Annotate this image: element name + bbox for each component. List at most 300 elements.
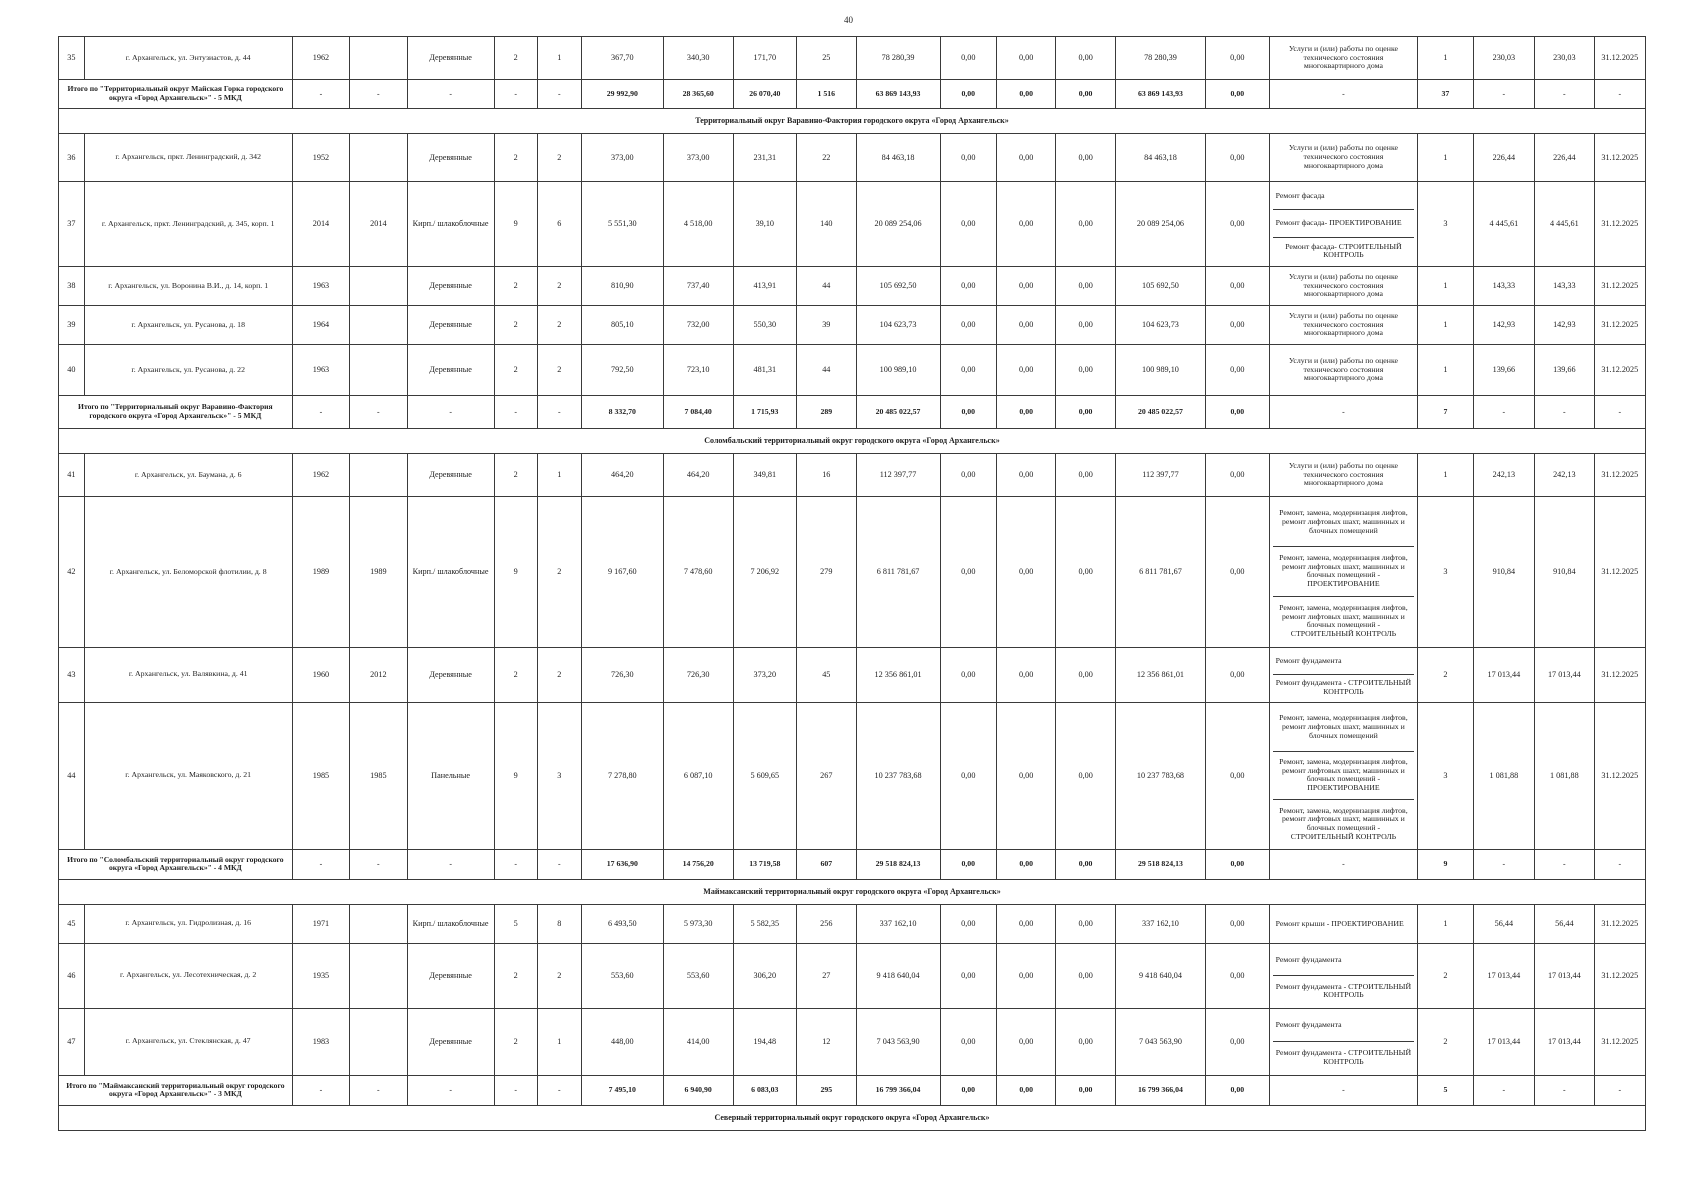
unit-cost-max: 226,44 (1535, 134, 1594, 182)
total-regional-funds: 0,00 (996, 80, 1055, 109)
floors-count: 2 (494, 37, 537, 80)
works-list (1269, 453, 1418, 496)
entrances-count: 1 (537, 453, 581, 496)
total-label: Итого по "Территориальный округ Варавино-Фактория городского округа «Город Архангельск»" - 5 МКД (59, 395, 293, 428)
floors-count: 2 (494, 943, 537, 1008)
unit-cost-max: 242,13 (1535, 453, 1594, 496)
works-count: 1 (1418, 266, 1473, 305)
total-dash: - (1594, 395, 1645, 428)
total-total-cost: 16 799 366,04 (856, 1075, 940, 1105)
completion-date: 31.12.2025 (1594, 305, 1645, 344)
federal-funds: 0,00 (940, 453, 996, 496)
area-total: 367,70 (581, 37, 663, 80)
area-total: 792,50 (581, 344, 663, 395)
residents-count: 39 (797, 305, 856, 344)
year-built: 1935 (292, 943, 349, 1008)
total-area-total: 8 332,70 (581, 395, 663, 428)
total-dash: - (1269, 1075, 1418, 1105)
total-dash: - (1535, 80, 1594, 109)
works-list (1269, 182, 1418, 267)
works-count: 1 (1418, 134, 1473, 182)
total-cost: 10 237 783,68 (856, 702, 940, 849)
district-header-row (59, 428, 1646, 453)
table-row (59, 943, 1646, 1008)
house-address: г. Архангельск, ул. Стеклянская, д. 47 (84, 1008, 292, 1075)
floors-count: 9 (494, 496, 537, 647)
total-dash: - (1594, 849, 1645, 879)
local-funds: 0,00 (1056, 182, 1115, 267)
total-dash: - (537, 849, 581, 879)
other-funds: 0,00 (1206, 182, 1270, 267)
completion-date: 31.12.2025 (1594, 943, 1645, 1008)
wall-material: Панельные (407, 702, 494, 849)
total-dash: - (1535, 849, 1594, 879)
local-funds: 0,00 (1056, 266, 1115, 305)
table-row (59, 496, 1646, 647)
completion-date: 31.12.2025 (1594, 134, 1645, 182)
area-total: 7 278,80 (581, 702, 663, 849)
residents-count: 16 (797, 453, 856, 496)
works-list (1269, 344, 1418, 395)
completion-date: 31.12.2025 (1594, 344, 1645, 395)
federal-funds: 0,00 (940, 305, 996, 344)
floors-count: 2 (494, 647, 537, 702)
total-area-total: 7 495,10 (581, 1075, 663, 1105)
entrances-count: 2 (537, 344, 581, 395)
row-number: 35 (59, 37, 85, 80)
year-last-repair (350, 344, 407, 395)
residents-count: 25 (797, 37, 856, 80)
works-count: 3 (1418, 702, 1473, 849)
residents-count: 22 (797, 134, 856, 182)
total-local-funds: 0,00 (1056, 849, 1115, 879)
total-cost: 105 692,50 (856, 266, 940, 305)
house-address: г. Архангельск, пркт. Ленинградский, д. 342 (84, 134, 292, 182)
total-dash: - (1473, 849, 1535, 879)
completion-date: 31.12.2025 (1594, 904, 1645, 943)
house-address: г. Архангельск, ул. Русанова, д. 22 (84, 344, 292, 395)
work-item: Ремонт, замена, модернизация лифтов, ремонт лифтовых шахт, машинных и блочных помещений - СТРОИТЕЛЬНЫЙ КОНТРОЛЬ (1279, 805, 1408, 841)
row-number: 45 (59, 904, 85, 943)
entrances-count: 3 (537, 702, 581, 849)
federal-funds: 0,00 (940, 904, 996, 943)
other-funds: 0,00 (1206, 37, 1270, 80)
regional-funds: 0,00 (996, 344, 1055, 395)
area-premises: 7 478,60 (663, 496, 733, 647)
federal-funds: 0,00 (940, 134, 996, 182)
row-number: 39 (59, 305, 85, 344)
area-residential: 5 582,35 (733, 904, 797, 943)
row-number: 38 (59, 266, 85, 305)
area-residential: 39,10 (733, 182, 797, 267)
house-address: г. Архангельск, ул. Беломорской флотилии, д. 8 (84, 496, 292, 647)
total-dash: - (407, 395, 494, 428)
work-item: Ремонт фасада (1273, 183, 1415, 210)
total-dash: - (350, 395, 407, 428)
total-area-residential: 6 083,03 (733, 1075, 797, 1105)
wall-material: Кирп./ шлакоблочные (407, 496, 494, 647)
district-title: Соломбальский территориальный округ городского округа «Город Архангельск» (59, 428, 1646, 453)
regional-funds: 0,00 (996, 943, 1055, 1008)
area-premises: 4 518,00 (663, 182, 733, 267)
house-address: г. Архангельск, пркт. Ленинградский, д. 345, корп. 1 (84, 182, 292, 267)
total-works-count: 5 (1418, 1075, 1473, 1105)
area-premises: 732,00 (663, 305, 733, 344)
regional-funds: 0,00 (996, 37, 1055, 80)
total-dash: - (292, 849, 349, 879)
unit-cost: 230,03 (1473, 37, 1535, 80)
local-funds: 0,00 (1056, 305, 1115, 344)
district-title: Территориальный округ Варавино-Фактория городского округа «Город Архангельск» (59, 109, 1646, 134)
work-item: Услуги и (или) работы по оценке технического состояния многоквартирного дома (1288, 355, 1398, 383)
federal-funds: 0,00 (940, 496, 996, 647)
row-number: 44 (59, 702, 85, 849)
area-total: 553,60 (581, 943, 663, 1008)
house-address: г. Архангельск, ул. Энтузиастов, д. 44 (84, 37, 292, 80)
year-last-repair: 2014 (350, 182, 407, 267)
completion-date: 31.12.2025 (1594, 647, 1645, 702)
area-residential: 171,70 (733, 37, 797, 80)
total-works-count: 37 (1418, 80, 1473, 109)
residents-count: 267 (797, 702, 856, 849)
area-premises: 5 973,30 (663, 904, 733, 943)
year-last-repair (350, 37, 407, 80)
other-funds: 0,00 (1206, 702, 1270, 849)
year-last-repair: 2012 (350, 647, 407, 702)
completion-date: 31.12.2025 (1594, 702, 1645, 849)
owners-funds: 84 463,18 (1115, 134, 1205, 182)
wall-material: Кирп./ шлакоблочные (407, 904, 494, 943)
area-premises: 723,10 (663, 344, 733, 395)
regional-funds: 0,00 (996, 182, 1055, 267)
federal-funds: 0,00 (940, 1008, 996, 1075)
area-residential: 349,81 (733, 453, 797, 496)
year-built: 1985 (292, 702, 349, 849)
work-item: Ремонт фасада- ПРОЕКТИРОВАНИЕ (1273, 210, 1415, 237)
total-cost: 6 811 781,67 (856, 496, 940, 647)
regional-funds: 0,00 (996, 453, 1055, 496)
work-item: Услуги и (или) работы по оценке технического состояния многоквартирного дома (1288, 460, 1398, 488)
district-title: Северный территориальный округ городского округа «Город Архангельск» (59, 1105, 1646, 1130)
unit-cost-max: 142,93 (1535, 305, 1594, 344)
page-number: 40 (844, 15, 853, 25)
house-address: г. Архангельск, ул. Воронина В.И., д. 14, корп. 1 (84, 266, 292, 305)
area-total: 726,30 (581, 647, 663, 702)
floors-count: 2 (494, 1008, 537, 1075)
federal-funds: 0,00 (940, 182, 996, 267)
area-residential: 306,20 (733, 943, 797, 1008)
works-list (1269, 702, 1418, 849)
wall-material: Деревянные (407, 1008, 494, 1075)
total-area-total: 17 636,90 (581, 849, 663, 879)
table-row (59, 134, 1646, 182)
total-area-total: 29 992,90 (581, 80, 663, 109)
works-list (1269, 647, 1418, 702)
total-federal-funds: 0,00 (940, 395, 996, 428)
work-item: Услуги и (или) работы по оценке технического состояния многоквартирного дома (1288, 271, 1398, 299)
unit-cost-max: 230,03 (1535, 37, 1594, 80)
year-last-repair (350, 134, 407, 182)
total-other-funds: 0,00 (1206, 1075, 1270, 1105)
entrances-count: 2 (537, 647, 581, 702)
works-count: 1 (1418, 305, 1473, 344)
total-local-funds: 0,00 (1056, 80, 1115, 109)
residents-count: 45 (797, 647, 856, 702)
area-total: 464,20 (581, 453, 663, 496)
floors-count: 2 (494, 305, 537, 344)
regional-funds: 0,00 (996, 305, 1055, 344)
house-address: г. Архангельск, ул. Русанова, д. 18 (84, 305, 292, 344)
total-cost: 84 463,18 (856, 134, 940, 182)
works-count: 3 (1418, 496, 1473, 647)
area-total: 805,10 (581, 305, 663, 344)
floors-count: 5 (494, 904, 537, 943)
residents-count: 44 (797, 266, 856, 305)
work-item: Ремонт фундамента (1273, 1010, 1415, 1042)
total-cost: 20 089 254,06 (856, 182, 940, 267)
area-premises: 414,00 (663, 1008, 733, 1075)
unit-cost: 242,13 (1473, 453, 1535, 496)
area-premises: 553,60 (663, 943, 733, 1008)
work-item: Ремонт фасада- СТРОИТЕЛЬНЫЙ КОНТРОЛЬ (1285, 241, 1402, 260)
work-item: Ремонт, замена, модернизация лифтов, ремонт лифтовых шахт, машинных и блочных помещений - ПРОЕКТИРОВАНИЕ (1273, 547, 1415, 596)
completion-date: 31.12.2025 (1594, 266, 1645, 305)
local-funds: 0,00 (1056, 943, 1115, 1008)
total-cost: 112 397,77 (856, 453, 940, 496)
total-residents-count: 1 516 (797, 80, 856, 109)
works-list (1269, 37, 1418, 80)
year-last-repair: 1985 (350, 702, 407, 849)
repair-program-table (58, 36, 1646, 1131)
unit-cost: 56,44 (1473, 904, 1535, 943)
unit-cost: 226,44 (1473, 134, 1535, 182)
table-row (59, 266, 1646, 305)
year-last-repair (350, 305, 407, 344)
total-dash: - (407, 849, 494, 879)
owners-funds: 78 280,39 (1115, 37, 1205, 80)
area-residential: 373,20 (733, 647, 797, 702)
works-list (1269, 305, 1418, 344)
total-label: Итого по "Территориальный округ Майская Горка городского округа «Город Архангельск»" - 5 МКД (59, 80, 293, 109)
total-row (59, 849, 1646, 879)
unit-cost: 142,93 (1473, 305, 1535, 344)
works-list (1269, 943, 1418, 1008)
works-count: 2 (1418, 943, 1473, 1008)
local-funds: 0,00 (1056, 904, 1115, 943)
total-residents-count: 295 (797, 1075, 856, 1105)
other-funds: 0,00 (1206, 453, 1270, 496)
total-dash: - (407, 1075, 494, 1105)
owners-funds: 337 162,10 (1115, 904, 1205, 943)
year-last-repair (350, 453, 407, 496)
local-funds: 0,00 (1056, 1008, 1115, 1075)
house-address: г. Архангельск, ул. Валявкина, д. 41 (84, 647, 292, 702)
total-cost: 7 043 563,90 (856, 1008, 940, 1075)
total-area-premises: 6 940,90 (663, 1075, 733, 1105)
regional-funds: 0,00 (996, 134, 1055, 182)
owners-funds: 6 811 781,67 (1115, 496, 1205, 647)
row-number: 41 (59, 453, 85, 496)
residents-count: 44 (797, 344, 856, 395)
total-regional-funds: 0,00 (996, 1075, 1055, 1105)
total-owners-funds: 29 518 824,13 (1115, 849, 1205, 879)
total-dash: - (1535, 395, 1594, 428)
row-number: 37 (59, 182, 85, 267)
unit-cost: 17 013,44 (1473, 1008, 1535, 1075)
year-last-repair (350, 943, 407, 1008)
area-residential: 481,31 (733, 344, 797, 395)
work-item: Ремонт, замена, модернизация лифтов, ремонт лифтовых шахт, машинных и блочных помещений (1273, 704, 1415, 752)
total-local-funds: 0,00 (1056, 395, 1115, 428)
works-list (1269, 496, 1418, 647)
total-owners-funds: 16 799 366,04 (1115, 1075, 1205, 1105)
work-item: Услуги и (или) работы по оценке технического состояния многоквартирного дома (1288, 143, 1398, 170)
year-built: 1963 (292, 266, 349, 305)
total-works-count: 7 (1418, 395, 1473, 428)
local-funds: 0,00 (1056, 37, 1115, 80)
total-federal-funds: 0,00 (940, 1075, 996, 1105)
regional-funds: 0,00 (996, 904, 1055, 943)
total-dash: - (292, 1075, 349, 1105)
year-built: 1971 (292, 904, 349, 943)
table-row (59, 182, 1646, 267)
wall-material: Деревянные (407, 344, 494, 395)
unit-cost: 910,84 (1473, 496, 1535, 647)
work-item: Ремонт фундамента - СТРОИТЕЛЬНЫЙ КОНТРОЛЬ (1275, 981, 1412, 1000)
district-header-row (59, 109, 1646, 134)
total-local-funds: 0,00 (1056, 1075, 1115, 1105)
year-built: 1989 (292, 496, 349, 647)
works-list (1269, 266, 1418, 305)
wall-material: Деревянные (407, 647, 494, 702)
year-built: 1960 (292, 647, 349, 702)
total-dash: - (537, 1075, 581, 1105)
row-number: 40 (59, 344, 85, 395)
house-address: г. Архангельск, ул. Маяковского, д. 21 (84, 702, 292, 849)
total-works-count: 9 (1418, 849, 1473, 879)
local-funds: 0,00 (1056, 647, 1115, 702)
total-residents-count: 607 (797, 849, 856, 879)
total-dash: - (407, 80, 494, 109)
total-dash: - (1269, 80, 1418, 109)
total-label: Итого по "Маймаксанский территориальный округ городского округа «Город Архангельск»" - 3 МКД (59, 1075, 293, 1105)
unit-cost-max: 4 445,61 (1535, 182, 1594, 267)
local-funds: 0,00 (1056, 702, 1115, 849)
total-dash: - (292, 395, 349, 428)
table-row (59, 453, 1646, 496)
total-dash: - (1594, 1075, 1645, 1105)
floors-count: 2 (494, 134, 537, 182)
entrances-count: 8 (537, 904, 581, 943)
area-total: 810,90 (581, 266, 663, 305)
district-header-row (59, 1105, 1646, 1130)
owners-funds: 100 989,10 (1115, 344, 1205, 395)
total-dash: - (1594, 80, 1645, 109)
floors-count: 2 (494, 266, 537, 305)
total-regional-funds: 0,00 (996, 395, 1055, 428)
row-number: 47 (59, 1008, 85, 1075)
total-other-funds: 0,00 (1206, 395, 1270, 428)
owners-funds: 12 356 861,01 (1115, 647, 1205, 702)
owners-funds: 7 043 563,90 (1115, 1008, 1205, 1075)
unit-cost: 4 445,61 (1473, 182, 1535, 267)
other-funds: 0,00 (1206, 496, 1270, 647)
other-funds: 0,00 (1206, 1008, 1270, 1075)
total-dash: - (1473, 395, 1535, 428)
house-address: г. Архангельск, ул. Гидролизная, д. 16 (84, 904, 292, 943)
other-funds: 0,00 (1206, 134, 1270, 182)
wall-material: Деревянные (407, 134, 494, 182)
year-built: 2014 (292, 182, 349, 267)
total-area-residential: 13 719,58 (733, 849, 797, 879)
total-cost: 78 280,39 (856, 37, 940, 80)
year-last-repair (350, 1008, 407, 1075)
area-residential: 413,91 (733, 266, 797, 305)
works-count: 2 (1418, 1008, 1473, 1075)
works-count: 2 (1418, 647, 1473, 702)
entrances-count: 2 (537, 496, 581, 647)
local-funds: 0,00 (1056, 134, 1115, 182)
area-premises: 464,20 (663, 453, 733, 496)
area-total: 373,00 (581, 134, 663, 182)
district-title: Маймаксанский территориальный округ городского округа «Город Архангельск» (59, 879, 1646, 904)
federal-funds: 0,00 (940, 266, 996, 305)
year-last-repair (350, 266, 407, 305)
area-premises: 373,00 (663, 134, 733, 182)
federal-funds: 0,00 (940, 344, 996, 395)
total-total-cost: 20 485 022,57 (856, 395, 940, 428)
works-count: 3 (1418, 182, 1473, 267)
works-list (1269, 1008, 1418, 1075)
total-dash: - (494, 849, 537, 879)
works-count: 1 (1418, 453, 1473, 496)
total-area-residential: 1 715,93 (733, 395, 797, 428)
total-owners-funds: 63 869 143,93 (1115, 80, 1205, 109)
total-federal-funds: 0,00 (940, 80, 996, 109)
total-dash: - (1535, 1075, 1594, 1105)
work-item: Услуги и (или) работы по оценке технического состояния многоквартирного дома (1288, 310, 1398, 338)
area-total: 9 167,60 (581, 496, 663, 647)
completion-date: 31.12.2025 (1594, 453, 1645, 496)
area-residential: 550,30 (733, 305, 797, 344)
entrances-count: 2 (537, 266, 581, 305)
area-residential: 5 609,65 (733, 702, 797, 849)
year-built: 1964 (292, 305, 349, 344)
federal-funds: 0,00 (940, 647, 996, 702)
unit-cost-max: 17 013,44 (1535, 943, 1594, 1008)
total-total-cost: 29 518 824,13 (856, 849, 940, 879)
entrances-count: 6 (537, 182, 581, 267)
unit-cost-max: 139,66 (1535, 344, 1594, 395)
year-built: 1962 (292, 37, 349, 80)
residents-count: 12 (797, 1008, 856, 1075)
total-area-premises: 14 756,20 (663, 849, 733, 879)
works-list (1269, 134, 1418, 182)
total-cost: 104 623,73 (856, 305, 940, 344)
area-total: 6 493,50 (581, 904, 663, 943)
table-row (59, 305, 1646, 344)
house-address: г. Архангельск, ул. Лесотехническая, д. 2 (84, 943, 292, 1008)
residents-count: 256 (797, 904, 856, 943)
work-item: Ремонт, замена, модернизация лифтов, ремонт лифтовых шахт, машинных и блочных помещений - ПРОЕКТИРОВАНИЕ (1273, 752, 1415, 800)
unit-cost: 139,66 (1473, 344, 1535, 395)
table-row (59, 702, 1646, 849)
other-funds: 0,00 (1206, 647, 1270, 702)
total-dash: - (1269, 849, 1418, 879)
total-row (59, 80, 1646, 109)
area-premises: 6 087,10 (663, 702, 733, 849)
federal-funds: 0,00 (940, 943, 996, 1008)
